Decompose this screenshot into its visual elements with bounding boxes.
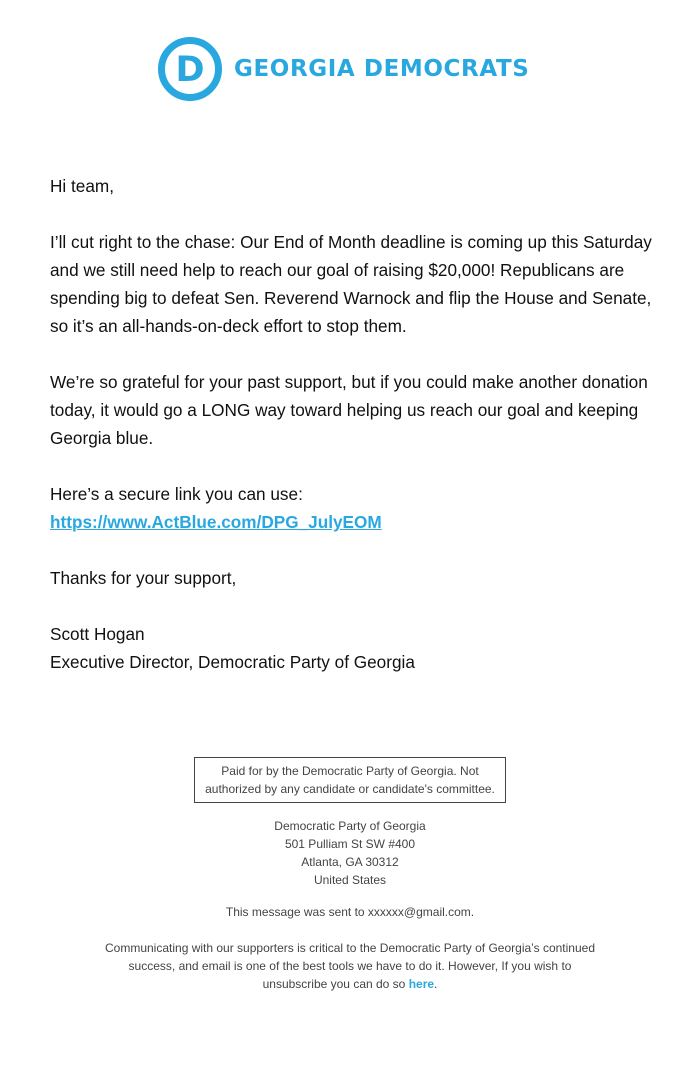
mailing-address: [0, 817, 700, 889]
brand-name: GEORGIA DEMOCRATS: [234, 56, 530, 82]
sent-to-suffix: .: [470, 905, 475, 919]
thanks: Thanks for your support,: [50, 568, 237, 588]
link-intro: Here’s a secure link you can use:: [50, 484, 303, 504]
greeting: Hi team,: [50, 176, 114, 196]
email-header: [0, 36, 700, 102]
address-line: United States: [313, 873, 387, 887]
sent-to-prefix: This message was sent to: [225, 905, 368, 919]
address-line: 501 Pulliam St SW #400: [284, 837, 416, 851]
paragraph-donation: We’re so grateful for your past support, but if you could make another donation today, it would go a LONG way toward helping us reach our goal and keeping Georgia blue.: [50, 372, 648, 448]
signer-name: Scott Hogan: [50, 624, 145, 644]
sent-to-notice: [0, 903, 700, 921]
address-line: Democratic Party of Georgia: [274, 819, 426, 833]
paragraph-deadline: I’ll cut right to the chase: Our End of Month deadline is coming up this Saturday and we still need help to reach our goal of raising $20,000! Republicans are spending big to defeat Sen. Reverend Warnock and flip the House and Senate, so it’s an all-hands-on-deck effort to stop them.: [50, 232, 652, 336]
signature: [50, 620, 660, 676]
unsubscribe-text: Communicating with our supporters is critical to the Democratic Party of Georgia’s continued success, and email is one of the best tools we have to do it. However, If you wish to unsubscribe you can do so: [105, 941, 595, 991]
logo-letter: D: [175, 50, 205, 90]
recipient-email: xxxxxx@gmail.com: [367, 905, 471, 919]
unsubscribe-suffix: .: [434, 977, 438, 991]
donation-link[interactable]: https://www.ActBlue.com/DPG_JulyEOM: [50, 512, 382, 532]
democrats-logo-icon: [157, 36, 223, 102]
unsubscribe-notice: [95, 939, 605, 993]
unsubscribe-link[interactable]: here: [408, 977, 435, 991]
email-footer: [0, 757, 700, 993]
link-paragraph: [50, 480, 660, 536]
signer-title: Executive Director, Democratic Party of Georgia: [50, 652, 415, 672]
address-line: Atlanta, GA 30312: [301, 855, 399, 869]
email-body: [50, 172, 660, 704]
paid-for-disclaimer: Paid for by the Democratic Party of Georgia. Not authorized by any candidate or candidate's committee.: [194, 757, 506, 803]
